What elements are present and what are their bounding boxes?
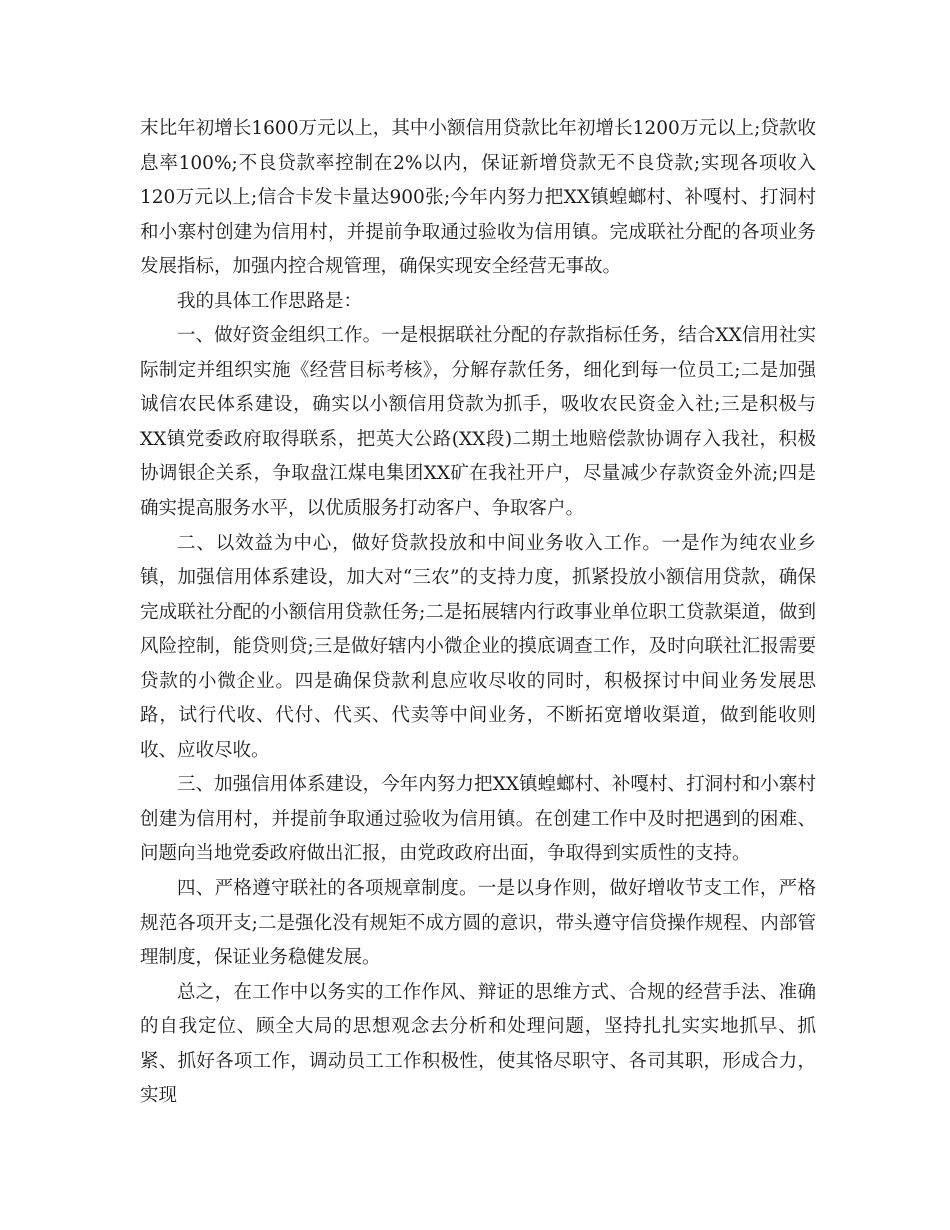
paragraph-point-three: 三、加强信用体系建设，今年内努力把XX镇蝗螂村、补嘎村、打洞村和小寨村创建为信用村，并提前争取通过验收为信用镇。在创建工作中及时把遇到的困难、问题向当地党委政府做出汇报，由党政政府出面，争取得到实质性的支持。 — [140, 774, 816, 865]
paragraph-point-two: 二、以效益为中心，做好贷款投放和中间业务收入工作。一是作为纯农业乡镇，加强信用体系建设，加大对“三农”的支持力度，抓紧投放小额信用贷款，确保完成联社分配的小额信用贷款任务;二是拓展辖内行政事业单位职工贷款渠道，做到风险控制，能贷则贷;三是做好辖内小微企业的摸底调查工作，及时向联社汇报需要贷款的小微企业。四是确保贷款利息应收尽收的同时，积极探讨中间业务发展思路，试行代收、代付、代买、代卖等中间业务，不断拓宽增收渠道，做到能收则收、应收尽收。 — [140, 532, 816, 761]
paragraph-point-four: 四、严格遵守联社的各项规章制度。一是以身作则，做好增收节支工作，严格规范各项开支;二是强化没有规矩不成方圆的意识，带头遵守信贷操作规程、内部管理制度，保证业务稳健发展。 — [140, 878, 816, 969]
document-body — [140, 112, 816, 1114]
paragraph-work-ideas-heading: 我的具体工作思路是： — [177, 290, 363, 312]
paragraph-continued-targets: 末比年初增长1600万元以上，其中小额信用贷款比年初增长1200万元以上;贷款收息率100%;不良贷款率控制在2%以内，保证新增贷款无不良贷款;实现各项收入120万元以上;信合卡发卡量达900张;今年内努力把XX镇蝗螂村、补嘎村、打洞村和小寨村创建为信用村，并提前争取通过验收为信用镇。完成联社分配的各项业务发展指标，加强内控合规管理，确保实现安全经营无事故。 — [140, 118, 816, 278]
paragraph-conclusion: 总之，在工作中以务实的工作作风、辩证的思维方式、合规的经营手法、准确的自我定位、顾全大局的思想观念去分析和处理问题，坚持扎扎实实地抓早、抓紧、抓好各项工作，调动员工工作积极性，使其恪尽职守、各司其职，形成合力，实现 — [140, 981, 816, 1107]
paragraph-point-one: 一、做好资金组织工作。一是根据联社分配的存款指标任务，结合XX信用社实际制定并组织实施《经营目标考核》，分解存款任务，细化到每一位员工;二是加强诚信农民体系建设，确实以小额信用贷款为抓手，吸收农民资金入社;三是积极与XX镇党委政府取得联系，把英大公路(XX段)二期土地赔偿款协调存入我社，积极协调银企关系，争取盘江煤电集团XX矿在我社开户，尽量减少存款资金外流;四是确实提高服务水平，以优质服务打动客户、争取客户。 — [140, 325, 816, 520]
